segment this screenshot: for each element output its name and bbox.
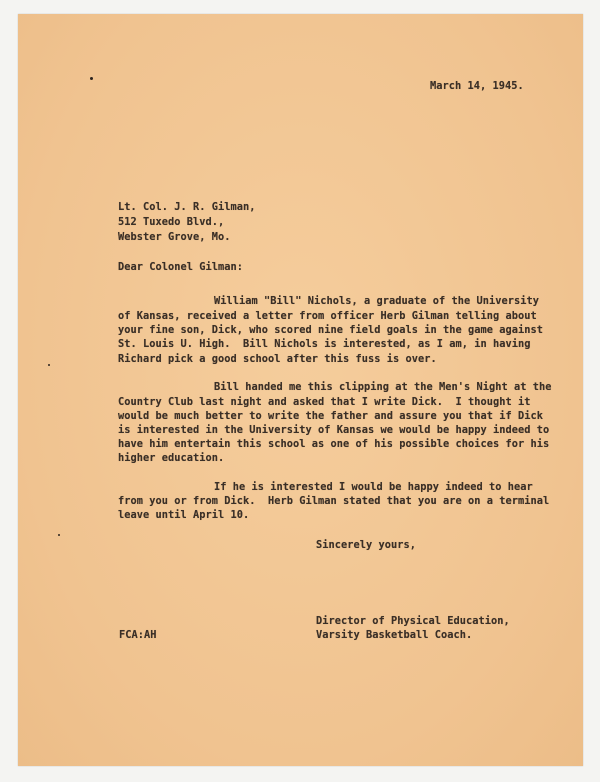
paragraph-1-line: your fine son, Dick, who scored nine field goals in the game against bbox=[118, 324, 543, 336]
paragraph-2-line: is interested in the University of Kansas we would be happy indeed to bbox=[118, 424, 550, 436]
typist-initials: FCA:AH bbox=[119, 629, 157, 641]
paragraph-3-line: from you or from Dick. Herb Gilman stated that you are on a terminal bbox=[118, 495, 550, 507]
paragraph-1-line: William "Bill" Nichols, a graduate of the University bbox=[214, 295, 539, 307]
paragraph-1-line: of Kansas, received a letter from officer Herb Gilman telling about bbox=[118, 310, 537, 322]
paragraph-3-line: leave until April 10. bbox=[118, 509, 250, 521]
salutation: Dear Colonel Gilman: bbox=[118, 261, 243, 273]
paragraph-2-line: Country Club last night and asked that I write Dick. I thought it bbox=[118, 396, 531, 408]
signature-title-line: Director of Physical Education, bbox=[316, 615, 510, 627]
letter-date: March 14, 1945. bbox=[430, 80, 524, 92]
paragraph-2-line: would be much better to write the father and assure you that if Dick bbox=[118, 410, 543, 422]
ink-speck bbox=[48, 364, 50, 366]
paragraph-2-line: higher education. bbox=[118, 452, 225, 464]
paragraph-2-line: Bill handed me this clipping at the Men's Night at the bbox=[214, 381, 552, 393]
recipient-name: Lt. Col. J. R. Gilman, bbox=[118, 201, 256, 213]
ink-speck bbox=[90, 77, 93, 80]
closing: Sincerely yours, bbox=[316, 539, 416, 551]
recipient-street: 512 Tuxedo Blvd., bbox=[118, 216, 225, 228]
letter-page bbox=[18, 14, 583, 766]
signature-title-line: Varsity Basketball Coach. bbox=[316, 629, 473, 641]
paragraph-1-line: St. Louis U. High. Bill Nichols is interested, as I am, in having bbox=[118, 338, 531, 350]
ink-speck bbox=[58, 534, 60, 536]
paragraph-2-line: have him entertain this school as one of his possible choices for his bbox=[118, 438, 550, 450]
recipient-city: Webster Grove, Mo. bbox=[118, 231, 231, 243]
paragraph-3-line: If he is interested I would be happy indeed to hear bbox=[214, 481, 533, 493]
paragraph-1-line: Richard pick a good school after this fuss is over. bbox=[118, 353, 437, 365]
